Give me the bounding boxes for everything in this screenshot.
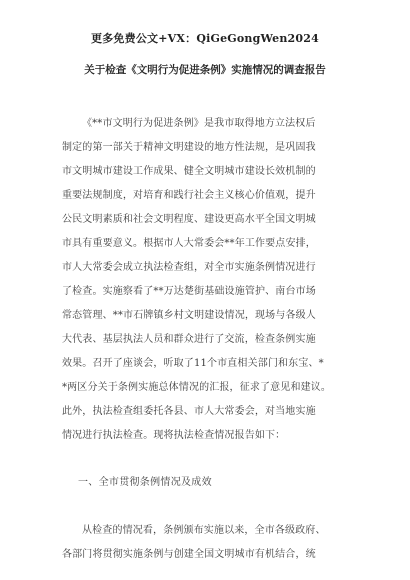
body-line: 从检查的情况看，条例颁布实施以来，全市各级政府、 <box>82 525 326 536</box>
body-line: 大代表、基层执法人员和群众进行了交流，检查条例实施 <box>62 334 316 345</box>
body-line: *两区分关于条例实施总体情况的汇报，征求了意见和建议。 <box>62 382 332 393</box>
body-line: 各部门将贯彻实施条例与创建全国文明城市有机结合，统 <box>62 549 316 560</box>
body-line: 情况进行执法检查。现将执法检查情况报告如下： <box>62 430 286 441</box>
body-line: 了检查。实施察看了**万达楚街基础设施管护、南台市场 <box>62 286 316 297</box>
body-line: 市具有重要意义。根据市人大常委会**年工作要点安排， <box>62 238 316 249</box>
body-line: 市文明城市建设工作成果、健全文明城市建设长效机制的 <box>62 166 316 177</box>
body-line: 《**市文明行为促进条例》是我市取得地方立法权后 <box>82 118 316 129</box>
watermark-text: 更多免费公文+VX：QiGeGongWen2024 <box>91 32 319 45</box>
body-line: 重要法规制度，对培育和践行社会主义核心价值观，提升 <box>62 190 316 201</box>
body-line: 常态管理、**市石牌镇乡村文明建设情况，现场与各级人 <box>62 310 316 321</box>
body-line: 此外，执法检查组委托各县、市人大常委会，对当地实施 <box>62 406 316 417</box>
document-title: 关于检查《文明行为促进条例》实施情况的调查报告 <box>84 64 326 76</box>
body-line: 效果。召开了座谈会，听取了11个市直相关部门和东宝、* <box>62 358 324 369</box>
body-line: 制定的第一部关于精神文明建设的地方性法规，是巩固我 <box>62 142 316 153</box>
body-line: 公民文明素质和社会文明程度、建设更高水平全国文明城 <box>62 214 316 225</box>
section-heading: 一、全市贯彻条例情况及成效 <box>78 477 212 488</box>
body-line: 市人大常委会成立执法检查组，对全市实施条例情况进行 <box>62 262 316 273</box>
